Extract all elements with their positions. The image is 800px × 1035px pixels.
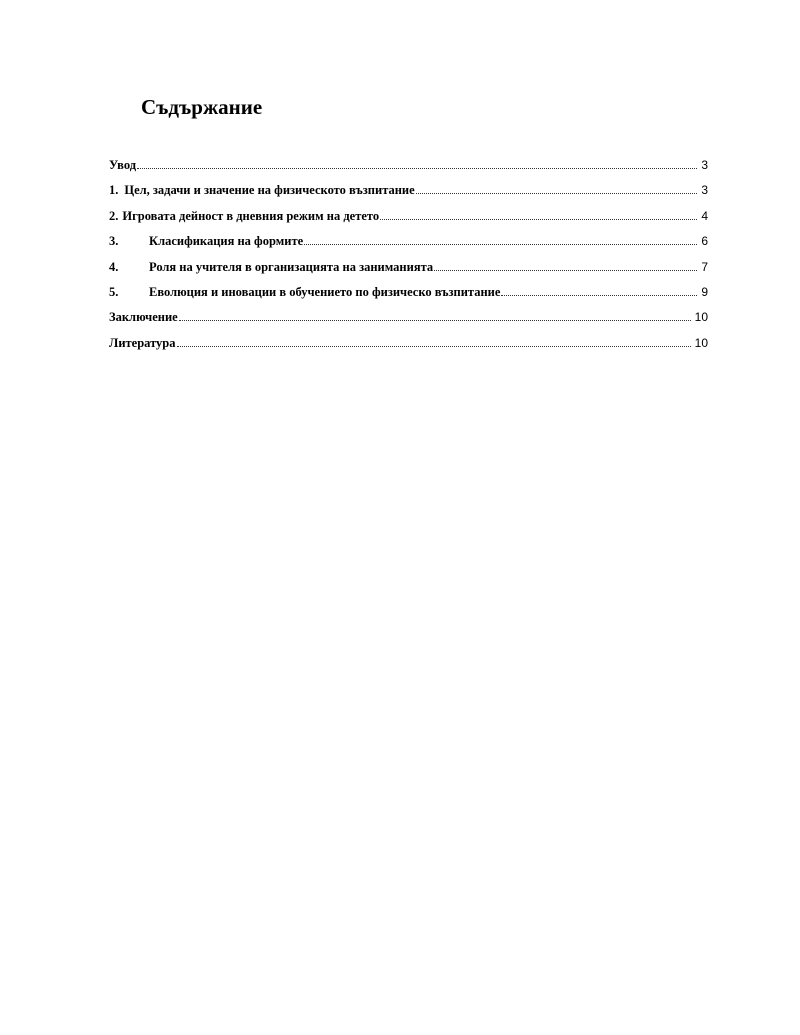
- toc-entry-page: 6: [701, 234, 708, 249]
- toc-entry-page: 10: [694, 310, 708, 325]
- toc-entry-page: 10: [694, 335, 708, 350]
- toc-entry-number: 2.: [109, 208, 119, 223]
- toc-entry-4[interactable]: [109, 258, 708, 283]
- dot-leader: [137, 159, 697, 169]
- toc-entry-label: Класификация на формите: [149, 234, 304, 249]
- toc-entry-label: Цел, задачи и значение на физическото възпитание: [124, 183, 415, 198]
- toc-entry-page: 7: [701, 259, 708, 274]
- toc-entry-number: 1.: [109, 183, 119, 198]
- toc-entry-label: Увод: [109, 158, 137, 172]
- toc-entry-label: Еволюция и иновации в обучението по физическо възпитание: [149, 284, 501, 299]
- toc-title: Съдържание: [141, 95, 263, 119]
- toc-entry-number: 3.: [109, 234, 119, 249]
- dot-leader: [434, 261, 697, 271]
- toc-entry-label: Игровата дейност в дневния режим на детето: [122, 208, 380, 223]
- toc-entry-number: 4.: [109, 259, 119, 274]
- toc-entry-intro[interactable]: [109, 156, 708, 181]
- dot-leader: [416, 184, 698, 194]
- dot-leader: [501, 286, 697, 296]
- toc-entry-label: Заключение: [109, 310, 178, 325]
- toc-entry-conclusion[interactable]: [109, 308, 708, 333]
- toc-entry-1[interactable]: [109, 181, 708, 206]
- dot-leader: [380, 210, 697, 220]
- toc-entry-5[interactable]: [109, 283, 708, 308]
- toc-entry-label: Роля на учителя в организацията на заниманията: [149, 259, 434, 274]
- dot-leader: [304, 235, 697, 245]
- toc-entry-page: 9: [701, 284, 708, 299]
- toc-entry-3[interactable]: [109, 232, 708, 257]
- toc-entry-page: 4: [701, 208, 708, 223]
- toc-entry-label: Литература: [109, 335, 176, 350]
- toc-entry-page: 3: [701, 183, 708, 198]
- dot-leader: [177, 337, 691, 347]
- toc-entry-page: 3: [701, 158, 708, 172]
- toc-entry-literature[interactable]: [109, 334, 708, 359]
- toc-entry-number: 5.: [109, 284, 119, 299]
- table-of-contents: [109, 156, 708, 359]
- toc-entry-2[interactable]: [109, 207, 708, 232]
- dot-leader: [179, 311, 691, 321]
